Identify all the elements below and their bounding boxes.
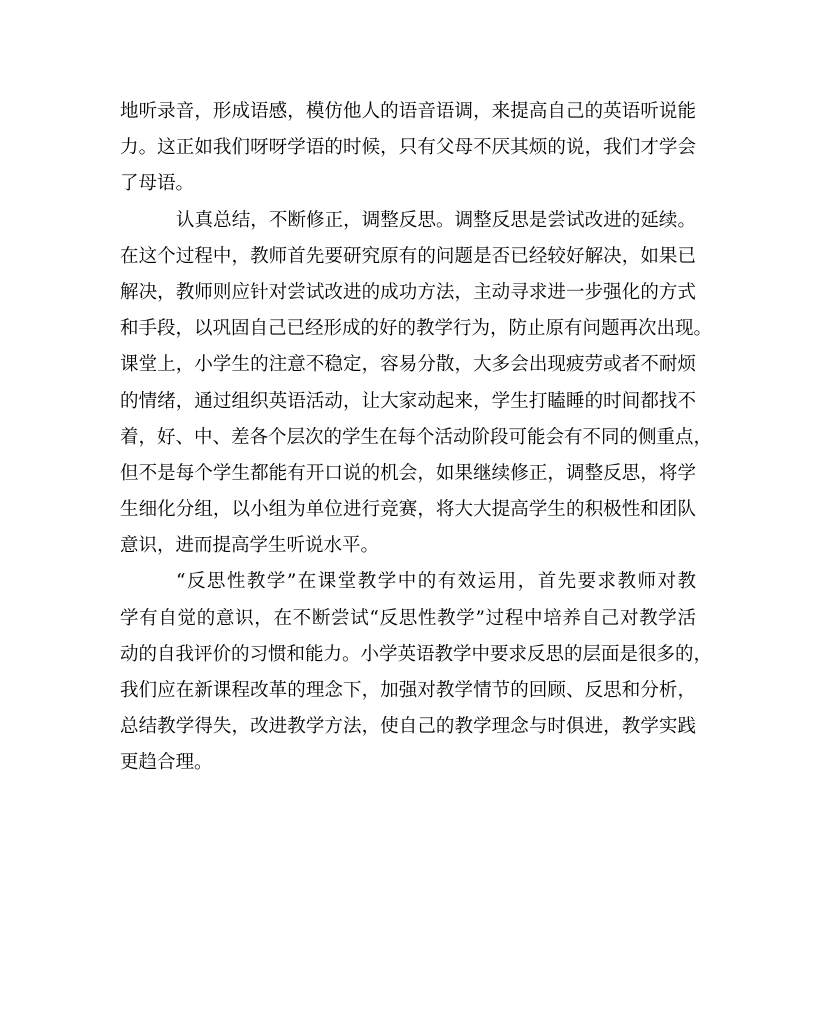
paragraph-3 [120, 564, 713, 781]
text-line: 更趋合理。 [120, 752, 213, 774]
text-line: 意识，进而提高学生听说水平。 [120, 535, 380, 557]
text-line: 地听录音，形成语感，模仿他人的语音语调，来提高自己的英语听说能 [120, 101, 696, 122]
text-line: “反思性教学”在课堂教学中的有效运用，首先要求教师对教 [176, 571, 696, 593]
text-line: 生细化分组，以小组为单位进行竞赛，将大大提高学生的积极性和团队 [120, 499, 696, 521]
text-line: 学有自觉的意识，在不断尝试“反思性教学”过程中培养自己对教学活 [120, 607, 696, 629]
text-line: 我们应在新课程改革的理念下，加强对教学情节的回顾、反思和分析， [120, 680, 696, 701]
text-line: 但不是每个学生都能有开口说的机会，如果继续修正，调整反思，将学 [120, 462, 696, 484]
text-line: 着，好、中、差各个层次的学生在每个活动阶段可能会有不同的侧重点， [120, 426, 713, 448]
text-line: 在这个过程中，教师首先要研究原有的问题是否已经较好解决，如果已 [120, 245, 696, 267]
body-text [120, 94, 713, 782]
text-line: 力。这正如我们呀呀学语的时候，只有父母不厌其烦的说，我们才学会 [120, 137, 696, 159]
text-line: 认真总结，不断修正，调整反思。调整反思是尝试改进的延续。 [176, 209, 696, 231]
text-line: 动的自我评价的习惯和能力。小学英语教学中要求反思的层面是很多的， [120, 643, 713, 665]
text-line: 解决，教师则应针对尝试改进的成功方法，主动寻求进一步强化的方式 [120, 281, 696, 303]
paragraph-2 [120, 203, 713, 565]
paragraph-1 [120, 94, 696, 203]
text-line: 总结教学得失，改进教学方法，使自己的教学理念与时俱进，教学实践 [120, 716, 696, 738]
text-line: 了母语。 [120, 173, 195, 195]
text-line: 的情绪，通过组织英语活动，让大家动起来，学生打瞌睡的时间都找不 [120, 390, 696, 412]
text-line: 和手段，以巩固自己已经形成的好的教学行为，防止原有问题再次出现。 [120, 318, 713, 340]
text-line: 课堂上，小学生的注意不稳定，容易分散，大多会出现疲劳或者不耐烦 [120, 354, 696, 376]
